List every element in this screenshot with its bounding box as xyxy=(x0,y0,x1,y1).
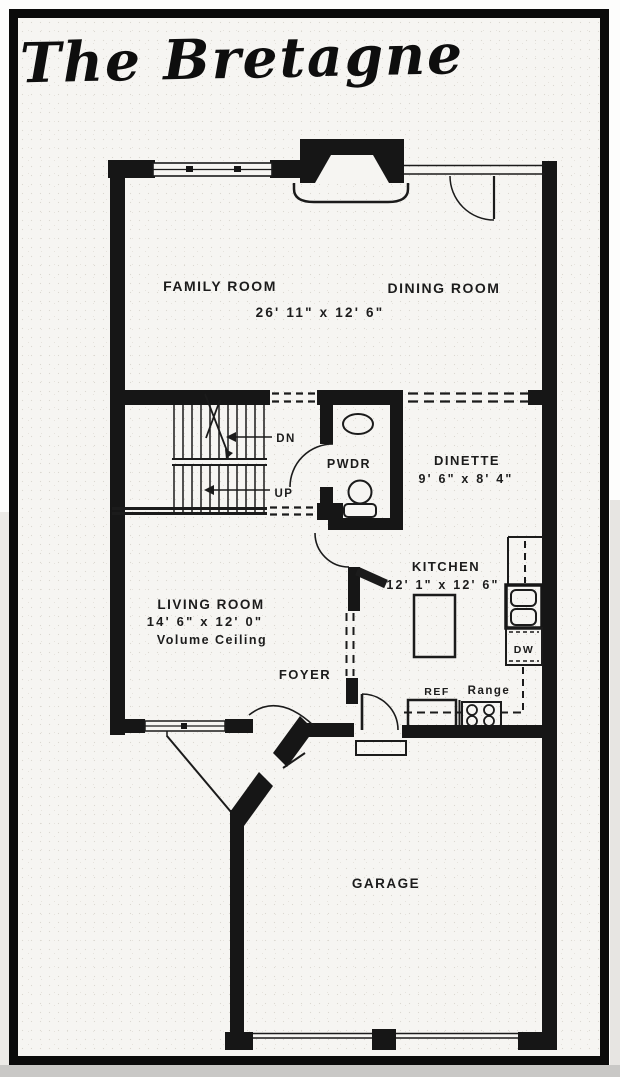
stairs-down-label: DN xyxy=(276,433,296,445)
living-room-window-wall xyxy=(110,719,253,733)
up-arrowhead xyxy=(204,485,214,495)
dining-room-label: DINING ROOM xyxy=(387,280,501,296)
pwdr-toilet-tank xyxy=(344,504,376,517)
stair-bottom-wall xyxy=(112,509,267,514)
pwdr-toilet-bowl xyxy=(349,481,372,504)
family-room-label: FAMILY ROOM xyxy=(163,278,277,294)
dining-room-entry-door xyxy=(450,176,494,220)
garage-entry-door-arc xyxy=(362,694,398,730)
garage-entry-step xyxy=(356,741,406,755)
interior-walls-lower xyxy=(306,694,556,755)
family-room-window xyxy=(153,163,272,176)
door-swing-arc xyxy=(450,176,494,220)
dinette-dims: 9' 6" x 8' 4" xyxy=(418,472,514,486)
porch-edge xyxy=(167,736,231,812)
garage-walls xyxy=(225,810,556,1050)
stair-treads-lower xyxy=(174,465,264,512)
garage-label: GARAGE xyxy=(351,876,421,891)
stairs-up-label: UP xyxy=(274,488,294,500)
kitchen-label: KITCHEN xyxy=(411,559,481,574)
ref-label: REF xyxy=(424,686,450,698)
family-dining-dims: 26' 11" x 12' 6" xyxy=(255,305,385,320)
pwdr-sink xyxy=(343,414,373,434)
fireplace xyxy=(294,139,408,202)
living-room-note: Volume Ceiling xyxy=(156,633,268,647)
foyer-ceiling-break xyxy=(347,613,354,676)
dishwasher-label: DW xyxy=(513,644,535,656)
range-burners xyxy=(467,705,494,726)
plan-title: The Bretagne xyxy=(19,21,465,96)
stair-break-arrowhead xyxy=(225,449,233,459)
refrigerator-box xyxy=(408,700,456,728)
dinette-label: DINETTE xyxy=(433,453,501,468)
living-room-dims: 14' 6" x 12' 0" xyxy=(146,614,264,629)
stair-mid-rail xyxy=(172,459,267,465)
closet-door-arc xyxy=(315,533,349,567)
pwdr-label: PWDR xyxy=(326,457,372,471)
living-room-label: LIVING ROOM xyxy=(157,597,265,612)
kitchen-island xyxy=(414,595,455,657)
kitchen-dims: 12' 1" x 12' 6" xyxy=(386,578,500,592)
stairs xyxy=(112,394,343,520)
stair-direction-arrows xyxy=(204,432,272,495)
range-label: Range xyxy=(467,685,511,697)
interior-walls-upper xyxy=(110,390,544,405)
garage-door-right xyxy=(396,1034,518,1039)
hearth xyxy=(294,183,408,202)
garage-door-left xyxy=(253,1034,372,1039)
foyer-label: FOYER xyxy=(278,667,332,682)
